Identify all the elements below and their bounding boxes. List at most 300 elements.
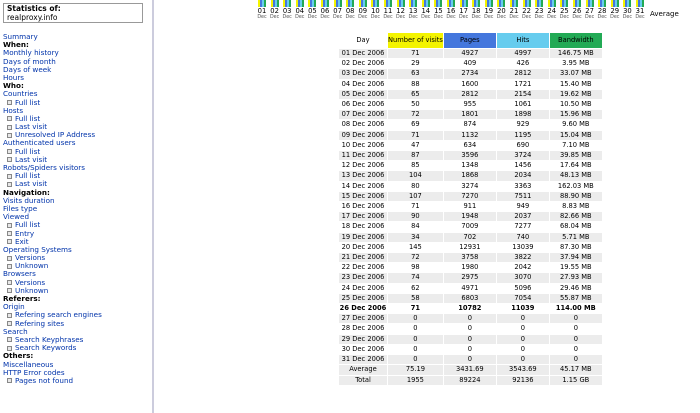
cell-pages: 4927 [444,49,496,58]
day-month: Dec [559,15,570,20]
day-label [521,8,533,20]
day-bar [541,0,543,7]
table-row [339,243,602,252]
cell-pages: 634 [444,141,496,150]
statistics-title: Statistics of: [7,4,61,13]
cell-bandwidth: 27.93 MB [550,273,602,282]
cell-pages: 12931 [444,243,496,252]
cell-hits: 949 [497,202,549,211]
cell-visits: 88 [388,80,443,89]
day-month: Dec [358,15,368,20]
menu-item-pages-not-found[interactable] [3,377,153,385]
cell-visits: 80 [388,182,443,191]
cell-pages: 2812 [444,90,496,99]
day-number: 11 [383,7,393,15]
day-label [256,8,268,20]
average-label: Average [650,10,679,18]
menu-label: Unknown [15,285,49,295]
day-number: 06 [320,7,330,15]
day-month: Dec [345,15,355,20]
table-row [339,233,602,242]
day-label [584,8,596,20]
menu-label: Browsers [3,269,36,279]
day-bar [289,0,291,7]
cell-pages: 2975 [444,273,496,282]
cell-day: 20 Dec 2006 [339,243,387,252]
day-number: 01 [257,7,267,15]
menu-label: HTTP Error codes [3,367,65,377]
table-row [339,212,602,221]
day-number: 04 [295,7,305,15]
day-bar [365,0,367,7]
cell-bandwidth: 7.10 MB [550,141,602,150]
menu-label: Visits duration [3,195,55,205]
day-bar [403,0,405,7]
menu-label: Navigation: [3,187,50,197]
table-row [339,69,602,78]
cell-bandwidth: 3.95 MB [550,59,602,68]
cell-bandwidth: 15.04 MB [550,131,602,140]
day-label [445,8,457,20]
cell-bandwidth: 10.50 MB [550,100,602,109]
cell-day: 07 Dec 2006 [339,110,387,119]
cell-hits: 3070 [497,273,549,282]
sidebar-menu [0,0,154,413]
cell-pages: 911 [444,202,496,211]
cell-visits: 65 [388,90,443,99]
col-bandwidth: Bandwidth [550,33,602,48]
cell-hits: 4997 [497,49,549,58]
cell-day: 04 Dec 2006 [339,80,387,89]
cell-bandwidth: 162.03 MB [550,182,602,191]
cell-hits: 11039 [497,304,549,313]
cell-day: 23 Dec 2006 [339,273,387,282]
day-month: Dec [534,15,544,20]
day-label [546,8,558,20]
menu-label: Full list [15,113,41,123]
cell-day: 11 Dec 2006 [339,151,387,160]
day-label [395,8,407,20]
cell-bandwidth: 0 [550,355,602,364]
day-number: 24 [547,7,557,15]
cell-bandwidth: 114.00 MB [550,304,602,313]
day-number: 12 [396,7,405,15]
day-month: Dec [282,15,292,20]
menu-label: Others: [3,351,34,361]
menu-label: Full list [15,97,41,107]
cell-pages: 409 [444,59,496,68]
cell-hits: 5096 [497,284,549,293]
day-number: 21 [509,7,519,15]
menu-label: Robots/Spiders visitors [3,163,86,172]
cell-visits: 87 [388,151,443,160]
cell-pages: 3431.69 [444,365,496,374]
cell-visits: 34 [388,233,443,242]
cell-pages: 1348 [444,161,496,170]
menu-label: Search [3,326,28,336]
sublist-icon [7,157,12,162]
table-row [339,110,602,119]
day-number: 10 [371,7,380,15]
cell-hits: 3543.69 [497,365,549,374]
cell-day: 17 Dec 2006 [339,212,387,221]
day-label [495,8,507,20]
day-month: Dec [484,15,494,20]
cell-visits: 63 [388,69,443,78]
cell-visits: 104 [388,171,443,180]
cell-hits: 0 [497,335,549,344]
day-month: Dec [408,15,418,20]
cell-pages: 3758 [444,253,496,262]
day-month: Dec [383,15,393,20]
day-number: 13 [408,7,418,15]
cell-pages: 0 [444,345,496,354]
table-row [339,304,602,313]
cell-day: 22 Dec 2006 [339,263,387,272]
menu-label: Last visit [15,154,48,164]
day-month: Dec [572,15,582,20]
sublist-icon [7,100,12,105]
table-row [339,90,602,99]
table-row [339,171,602,180]
day-month: Dec [332,15,343,20]
cell-day: 12 Dec 2006 [339,161,387,170]
table-row [339,141,602,150]
cell-day: 08 Dec 2006 [339,120,387,129]
day-label [281,8,293,20]
sublist-icon [7,337,12,342]
cell-hits: 1061 [497,100,549,109]
nav-menu [3,33,153,385]
menu-label: When: [3,40,29,50]
table-row [339,263,602,272]
day-bar [340,0,342,7]
day-bar [302,0,304,7]
sublist-icon [7,256,12,261]
menu-label: Hosts [3,105,24,115]
cell-day: 28 Dec 2006 [339,324,387,333]
menu-label: Origin [3,302,25,312]
day-month: Dec [496,15,507,20]
day-number: 02 [270,7,279,15]
cell-hits: 690 [497,141,549,150]
menu-label: Refering search engines [15,310,102,320]
day-number: 15 [434,7,443,15]
cell-day: 29 Dec 2006 [339,335,387,344]
day-label [483,8,495,20]
col-visits: Number of visits [388,33,443,48]
day-label [306,8,318,20]
day-month: Dec [509,15,519,20]
day-label [470,8,482,20]
day-number: 09 [358,7,368,15]
day-number: 16 [446,7,456,15]
day-month: Dec [597,15,607,20]
cell-pages: 1132 [444,131,496,140]
sublist-icon [7,149,12,154]
day-number: 23 [534,7,544,15]
cell-visits: 0 [388,355,443,364]
day-bar [604,0,606,7]
menu-label: Referers: [3,294,41,303]
day-bar [592,0,594,7]
cell-pages: 955 [444,100,496,109]
menu-label: Summary [3,32,38,41]
day-label [621,8,633,20]
cell-visits: 84 [388,222,443,231]
cell-visits: 50 [388,100,443,109]
cell-hits: 1721 [497,80,549,89]
cell-pages: 2734 [444,69,496,78]
cell-day: 03 Dec 2006 [339,69,387,78]
day-bar [440,0,442,7]
cell-day: 14 Dec 2006 [339,182,387,191]
menu-label: Miscellaneous [3,359,54,369]
day-label [344,8,356,20]
sublist-icon [7,116,12,121]
cell-hits: 426 [497,59,549,68]
cell-visits: 0 [388,335,443,344]
sublist-icon [7,313,12,318]
cell-bandwidth: 33.07 MB [550,69,602,78]
menu-label: Search Keyphrases [15,334,84,344]
day-bar [327,0,329,7]
sublist-icon [7,346,12,351]
day-label [609,8,621,20]
sublist-icon [7,182,12,187]
cell-day: 06 Dec 2006 [339,100,387,109]
cell-hits: 1898 [497,110,549,119]
table-row [339,192,602,201]
day-number: 14 [421,7,431,15]
cell-day: 31 Dec 2006 [339,355,387,364]
menu-item-hours[interactable] [3,74,153,82]
cell-bandwidth: 45.17 MB [550,365,602,374]
day-month: Dec [610,15,620,20]
cell-day: 27 Dec 2006 [339,314,387,323]
day-bar [428,0,430,7]
main-content [156,0,700,413]
statistics-box [3,3,143,23]
table-row [339,222,602,231]
table-row [339,284,602,293]
day-number: 08 [345,7,355,15]
sublist-icon [7,125,12,130]
cell-bandwidth: 88.90 MB [550,192,602,201]
menu-label: Versions [15,253,46,263]
cell-visits: 90 [388,212,443,221]
cell-visits: 62 [388,284,443,293]
menu-label: Unknown [15,261,49,271]
sublist-icon [7,378,12,383]
menu-label: Days of month [3,56,56,66]
menu-label: Monthly history [3,48,59,58]
cell-day: Average [339,365,387,374]
cell-visits: 1955 [388,376,443,385]
cell-hits: 2154 [497,90,549,99]
day-month: Dec [547,15,557,20]
menu-item-full-list[interactable] [3,99,153,107]
cell-pages: 3274 [444,182,496,191]
cell-visits: 0 [388,314,443,323]
table-row [339,202,602,211]
menu-label: Refering sites [15,318,65,328]
menu-label: Countries [3,89,38,99]
day-number: 26 [572,7,582,15]
day-month: Dec [584,15,595,20]
day-month: Dec [257,15,267,20]
cell-bandwidth: 39.85 MB [550,151,602,160]
day-number: 28 [597,7,607,15]
menu-label: Entry [15,228,35,238]
cell-pages: 3596 [444,151,496,160]
table-row [339,273,602,282]
table-row [339,161,602,170]
cell-day: 25 Dec 2006 [339,294,387,303]
cell-bandwidth: 0 [550,345,602,354]
cell-hits: 1456 [497,161,549,170]
sublist-icon [7,231,12,236]
table-row [339,131,602,140]
cell-bandwidth: 0 [550,335,602,344]
col-day: Day [356,36,370,44]
cell-pages: 1600 [444,80,496,89]
menu-item-days-of-week[interactable] [3,66,153,74]
menu-label: Full list [15,171,41,181]
cell-pages: 7270 [444,192,496,201]
day-month: Dec [395,15,406,20]
day-bar [629,0,631,7]
cell-visits: 145 [388,243,443,252]
day-bar [529,0,531,7]
cell-visits: 69 [388,120,443,129]
cell-day: 02 Dec 2006 [339,59,387,68]
cell-visits: 72 [388,253,443,262]
day-number: 27 [585,7,594,15]
day-month: Dec [370,15,381,20]
day-label [319,8,331,20]
day-number: 18 [471,7,481,15]
cell-pages: 7009 [444,222,496,231]
cell-bandwidth: 0 [550,314,602,323]
table-row [339,182,602,191]
day-bar [277,0,279,7]
cell-day: 26 Dec 2006 [339,304,387,313]
day-month: Dec [635,15,645,20]
day-month: Dec [471,15,481,20]
cell-visits: 71 [388,131,443,140]
day-bar [453,0,455,7]
cell-day: 18 Dec 2006 [339,222,387,231]
cell-pages: 1980 [444,263,496,272]
cell-hits: 929 [497,120,549,129]
day-label [558,8,570,20]
cell-hits: 2034 [497,171,549,180]
day-number: 17 [459,7,468,15]
day-month: Dec [421,15,431,20]
cell-bandwidth: 17.64 MB [550,161,602,170]
day-axis-labels [256,8,648,24]
day-bar [478,0,480,7]
day-bar [314,0,316,7]
cell-pages: 10782 [444,304,496,313]
cell-hits: 0 [497,314,549,323]
table-row [339,253,602,262]
day-label [432,8,444,20]
cell-hits: 7054 [497,294,549,303]
sublist-icon [7,223,12,228]
cell-day: 10 Dec 2006 [339,141,387,150]
table-row [339,324,602,333]
cell-pages: 874 [444,120,496,129]
day-label [571,8,583,20]
cell-bandwidth: 1.15 GB [550,376,602,385]
day-bar [466,0,468,7]
menu-label: Pages not found [15,375,74,385]
menu-label: Viewed [3,212,30,222]
cell-hits: 3822 [497,253,549,262]
table-row [339,314,602,323]
cell-day: 16 Dec 2006 [339,202,387,211]
cell-hits: 740 [497,233,549,242]
day-number: 29 [610,7,620,15]
cell-bandwidth: 9.60 MB [550,120,602,129]
cell-day: 21 Dec 2006 [339,253,387,262]
sublist-icon [7,174,12,179]
table-row [339,59,602,68]
cell-bandwidth: 0 [550,324,602,333]
cell-visits: 0 [388,324,443,333]
table-row [339,120,602,129]
day-number: 25 [560,7,569,15]
day-label [508,8,520,20]
cell-hits: 1195 [497,131,549,140]
day-number: 20 [497,7,506,15]
day-label [357,8,369,20]
cell-bandwidth: 19.55 MB [550,263,602,272]
menu-label: Last visit [15,122,48,132]
day-bar [390,0,392,7]
day-month: Dec [446,15,456,20]
cell-day: 30 Dec 2006 [339,345,387,354]
cell-day: 09 Dec 2006 [339,131,387,140]
cell-bandwidth: 37.94 MB [550,253,602,262]
cell-pages: 89224 [444,376,496,385]
day-label [294,8,306,20]
sublist-icon [7,133,12,138]
table-row [339,345,602,354]
day-label [634,8,646,20]
cell-pages: 6803 [444,294,496,303]
day-number: 03 [282,7,292,15]
sublist-icon [7,239,12,244]
site-name: realproxy.info [7,13,58,22]
cell-pages: 0 [444,324,496,333]
day-bar [352,0,354,7]
col-hits: Hits [497,33,549,48]
cell-day: 24 Dec 2006 [339,284,387,293]
cell-visits: 107 [388,192,443,201]
menu-label: Unresolved IP Address [15,130,96,140]
cell-bandwidth: 55.87 MB [550,294,602,303]
cell-pages: 0 [444,335,496,344]
day-label [269,8,281,20]
cell-hits: 13039 [497,243,549,252]
day-month: Dec [458,15,469,20]
day-label [382,8,394,20]
day-bar [642,0,644,7]
day-bar [264,0,266,7]
